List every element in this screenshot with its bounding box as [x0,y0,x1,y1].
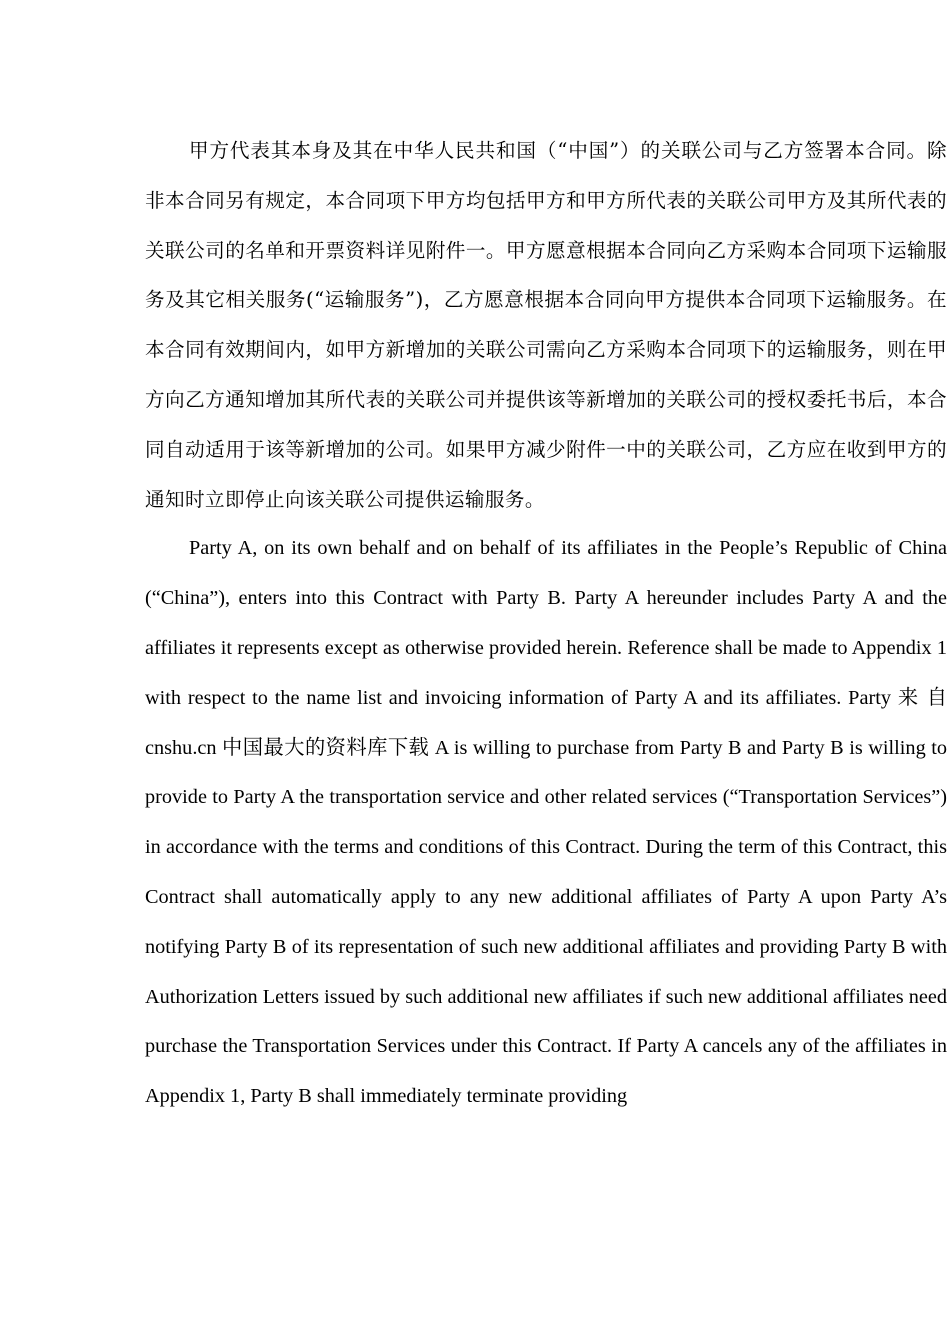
paragraph-chinese: 甲方代表其本身及其在中华人民共和国（“中国”）的关联公司与乙方签署本合同。除非本合同另有规定，本合同项下甲方均包括甲方和甲方所代表的关联公司甲方及其所代表的关联公司的名单和开票资料详见附件一。甲方愿意根据本合同向乙方采购本合同项下运输服务及其它相关服务(“运输服务”)，乙方愿意根据本合同向甲方提供本合同项下运输服务。在本合同有效期间内，如甲方新增加的关联公司需向乙方采购本合同项下的运输服务，则在甲方向乙方通知增加其所代表的关联公司并提供该等新增加的关联公司的授权委托书后，本合同自动适用于该等新增加的公司。如果甲方减少附件一中的关联公司，乙方应在收到甲方的通知时立即停止向该关联公司提供运输服务。 [145,139,947,511]
document-body [145,126,947,1122]
paragraph-english: Party A, on its own behalf and on behalf of its affiliates in the People’s Republic of China (“China”), enters into this Contract with Party B. Party A hereunder includes Party A and the affiliates it represents except as otherwise provided herein. Reference shall be made to Appendix 1 with respect to the name list and invoicing information of Party A and its affiliates. Party 来 自 cnshu.cn 中国最大的资料库下载 A is willing to purchase from Party B and Party B is willing to provide to Party A the transportation service and other related services (“Transportation Services”) in accordance with the terms and conditions of this Contract. During the term of this Contract, this Contract shall automatically apply to any new additional affiliates of Party A upon Party A’s notifying Party B of its representation of such new additional affiliates and providing Party B with Authorization Letters issued by such additional new affiliates if such new additional affiliates need purchase the Transportation Services under this Contract. If Party A cancels any of the affiliates in Appendix 1, Party B shall immediately terminate providing [145,537,947,1108]
